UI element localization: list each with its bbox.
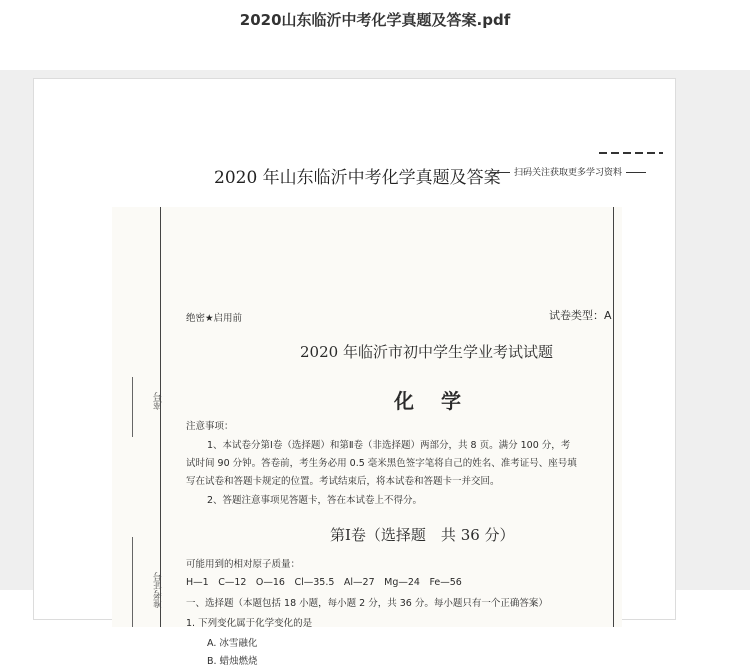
qr-promo-text [486,165,650,178]
decorative-dash [599,152,663,154]
question-1: 1. 下列变化属于化学变化的是 [186,618,313,629]
page-heading: 2020 年山东临沂中考化学真题及答案 [214,168,501,188]
note-line: 试时间 90 分钟。答卷前，考生务必用 0.5 毫米黑色签字笔将自己的姓名、准考证号、座号填 [186,458,577,469]
binding-line [132,377,133,437]
side-id-label: 准考证号 [154,572,164,608]
part-one-heading: 一、选择题（本题包括 18 小题，每小题 2 分，共 36 分。每小题只有一个正确答案） [186,598,548,609]
document-viewer[interactable] [0,70,750,667]
subject-title: 化 学 [394,389,471,413]
note-line: 2、答题注意事项见答题卡，答在本试卷上不得分。 [207,495,423,506]
note-line: 1、本试卷分第Ⅰ卷（选择题）和第Ⅱ卷（非选择题）两部分，共 8 页。满分 100 分，考 [207,440,571,451]
section-title: 第Ⅰ卷（选择题 共 36 分） [330,526,515,544]
note-line: 写在试卷和答题卡规定的位置。考试结束后，将本试卷和答题卡一并交回。 [186,476,500,487]
option-b: B. 蜡烛燃烧 [207,656,258,667]
qr-promo-label: 扫码关注获取更多学习资料 [514,168,623,178]
document-page [33,78,676,667]
notes-title: 注意事项： [186,421,234,432]
exam-title: 2020 年临沂市初中学生学业考试试题 [300,343,553,361]
option-a: A. 冰雪融化 [207,638,258,649]
secret-label: 绝密★启用前 [186,313,243,324]
paper-type: 试卷类型：A [549,309,612,322]
viewer-header [0,0,750,70]
document-title: 2020山东临沂中考化学真题及答案.pdf [239,11,511,29]
atomic-mass-label: 可能用到的相对原子质量： [186,559,301,570]
side-seat-label: 座号 [154,392,164,410]
scanned-exam-image [112,207,622,667]
binding-line [132,537,133,627]
atomic-masses: H—1 C—12 O—16 Cl—35.5 Al—27 Mg—24 Fe—56 [186,577,462,588]
